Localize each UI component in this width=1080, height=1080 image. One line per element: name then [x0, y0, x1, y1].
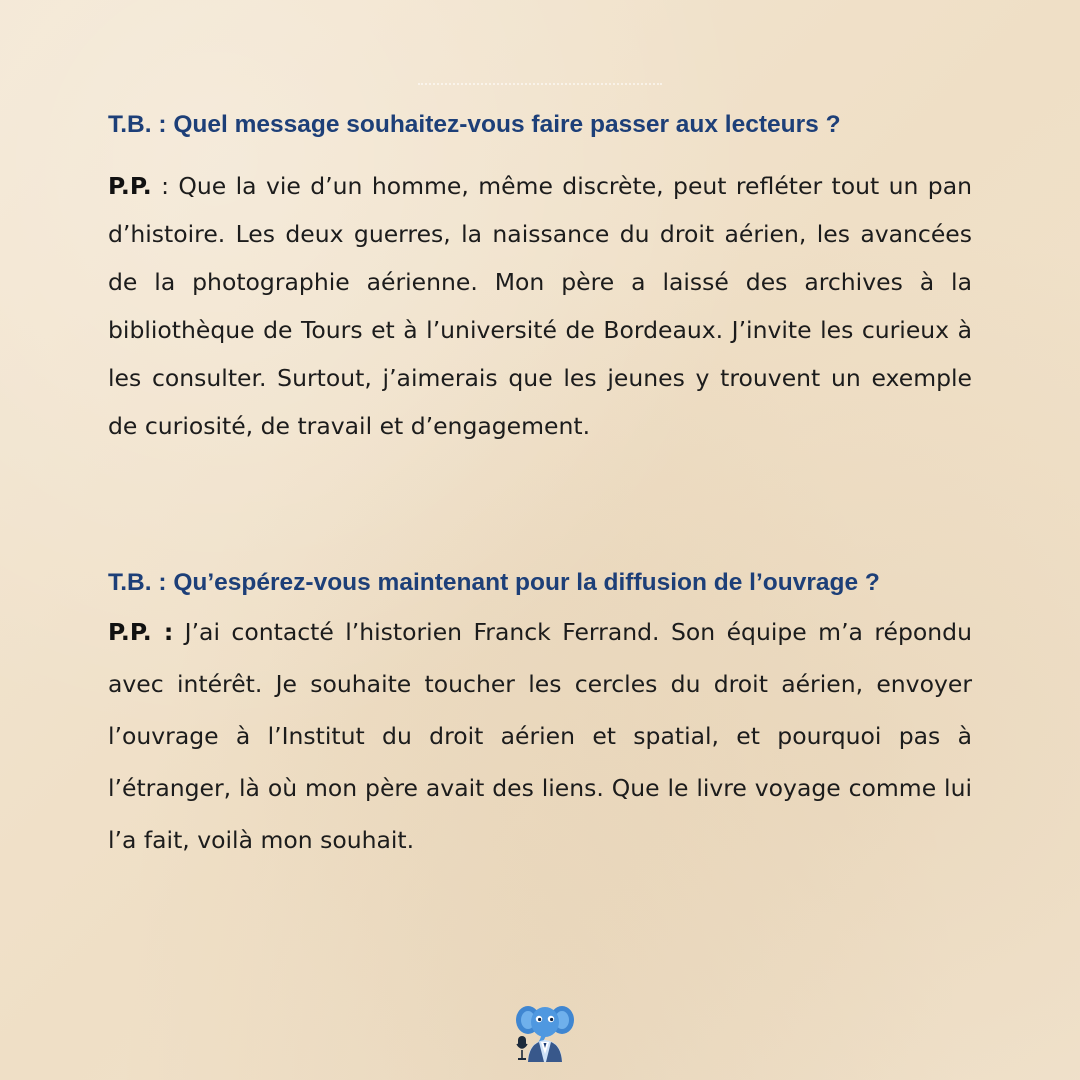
answer-text: : Que la vie d’un homme, même discrète, peut refléter tout un pan d’histoire. Les deux guerres, la naissance du droit aérien, les avancées de la photographie aérienne. Mon père a laissé des archives à la bibliothèque de Tours et à l’université de Bordeaux. J’invite les curieux à les consulter. Surtout, j’aimerais que les jeunes y trouvent un exemple de curiosité, de travail et d’engagement. — [108, 172, 972, 440]
answer-paragraph — [108, 606, 972, 866]
qa-block-diffusion — [108, 566, 972, 866]
question-heading: T.B. : Qu’espérez-vous maintenant pour la diffusion de l’ouvrage ? — [108, 569, 880, 596]
question-heading: T.B. : Quel message souhaitez-vous faire passer aux lecteurs ? — [108, 111, 841, 138]
qa-block-message — [108, 108, 972, 450]
decorative-divider — [418, 83, 662, 85]
elephant-podcast-mascot-icon — [514, 1000, 576, 1062]
speaker-label: P.P. — [108, 172, 152, 200]
answer-paragraph — [108, 162, 972, 450]
speaker-label: P.P. : — [108, 618, 174, 646]
answer-text: J’ai contacté l’historien Franck Ferrand. Son équipe m’a répondu avec intérêt. Je souhaite toucher les cercles du droit aérien, envoyer l’ouvrage à l’Institut du droit aérien et spatial, et pourquoi pas à l’étranger, là où mon père avait des liens. Que le livre voyage comme lui l’a fait, voilà mon souhait. — [108, 618, 972, 854]
